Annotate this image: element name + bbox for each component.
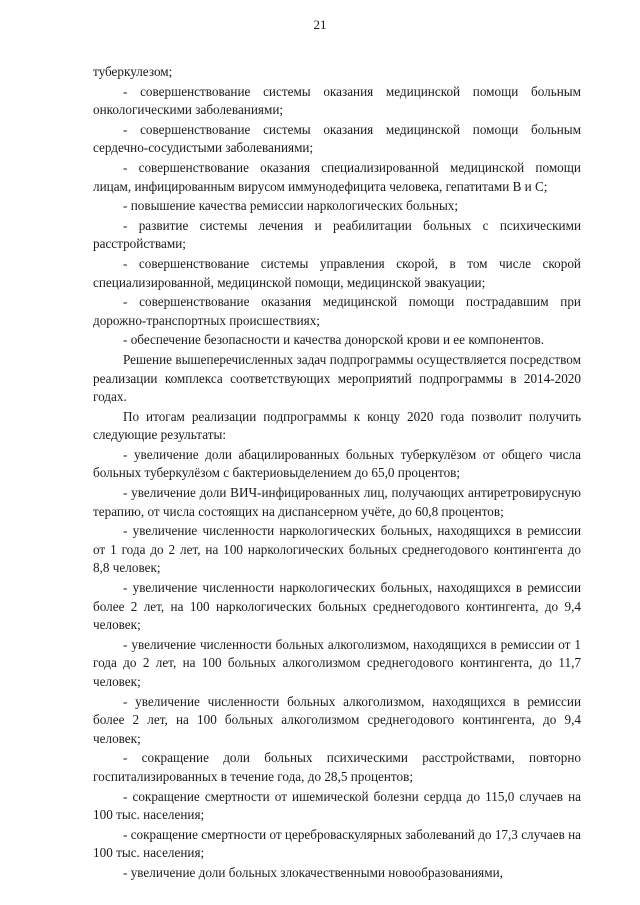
paragraph: - увеличение доли абацилированных больных туберкулёзом от общего числа больных туберкулёзом с бактериовыделением до 65,0 процентов; (93, 446, 581, 481)
paragraph: - совершенствование оказания медицинской помощи пострадавшим при дорожно-транспортных происшествиях; (93, 294, 581, 328)
document-body (93, 63, 581, 884)
paragraph: - увеличение численности наркологических больных, находящихся в ремиссии от 1 года до 2 лет, на 100 наркологических больных среднегодового контингента до 8,8 человек; (93, 523, 581, 576)
paragraph: - увеличение доли ВИЧ-инфицированных лиц, получающих антиретровирусную терапию, от числа состоящих на диспансерном учёте, до 60,8 процентов; (93, 485, 581, 519)
paragraph: - повышение качества ремиссии наркологических больных; (123, 198, 459, 214)
paragraph: - совершенствование оказания специализированной медицинской помощи лицам, инфицированным вирусом иммунодефицита человека, гепатитами В и С; (93, 159, 581, 194)
paragraph: - увеличение численности больных алкоголизмом, находящихся в ремиссии более 2 лет, на 100 больных алкоголизмом среднегодового контингента, до 9,4 человек; (93, 693, 581, 746)
paragraph: туберкулезом; (93, 64, 173, 79)
paragraph: - сокращение смертности от цереброваскулярных заболеваний до 17,3 случаев на 100 тыс. населения; (93, 826, 582, 861)
paragraph: - развитие системы лечения и реабилитации больных с психическими расстройствами; (93, 217, 581, 252)
paragraph: - совершенствование системы оказания медицинской помощи больным онкологическими заболеваниями; (93, 83, 581, 118)
paragraph: - совершенствование системы управления скорой, в том числе скорой специализированной, медицинской помощи, медицинской эвакуации; (93, 255, 581, 290)
paragraph: По итогам реализации подпрограммы к концу 2020 года позволит получить следующие результаты: (93, 408, 581, 443)
page-number: 21 (313, 17, 327, 32)
paragraph: - сокращение доли больных психическими расстройствами, повторно госпитализированных в течение года, до 28,5 процентов; (93, 750, 581, 784)
paragraph: - обеспечение безопасности и качества донорской крови и ее компонентов. (123, 332, 545, 348)
paragraph: - совершенствование системы оказания медицинской помощи больным сердечно-сосудистыми заболеваниями; (93, 121, 581, 156)
paragraph: - увеличение доли больных злокачественными новообразованиями, (123, 864, 503, 880)
paragraph: - увеличение численности больных алкоголизмом, находящихся в ремиссии от 1 года до 2 лет, на 100 больных алкоголизмом среднегодового контингента, до 11,7 человек; (93, 636, 581, 689)
paragraph: - увеличение численности наркологических больных, находящихся в ремиссии более 2 лет, на 100 наркологических больных среднегодового контингента, до 9,4 человек; (93, 580, 581, 633)
paragraph: Решение вышеперечисленных задач подпрограммы осуществляется посредством реализации комплекса соответствующих мероприятий подпрограммы в 2014-2020 годах. (93, 351, 581, 405)
paragraph: - сокращение смертности от ишемической болезни сердца до 115,0 случаев на 100 тыс. населения; (93, 788, 581, 823)
